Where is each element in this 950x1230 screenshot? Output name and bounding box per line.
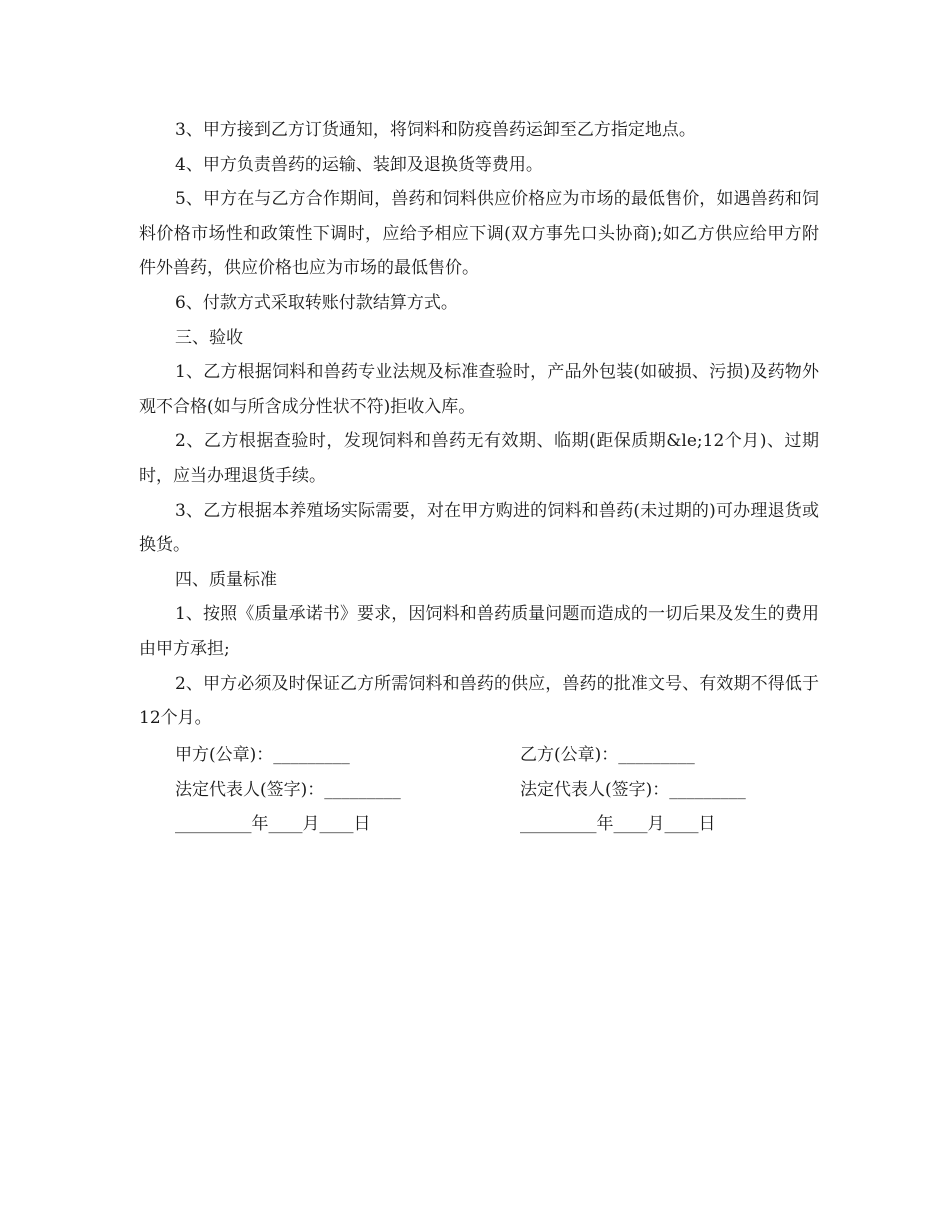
party-b-seal-field: 乙方(公章)：_________ — [520, 745, 695, 765]
clause-a4: 4、甲方负责兽药的运输、装卸及退换货等费用。 — [175, 154, 543, 175]
party-a-date-field: _________年____月____日 — [175, 814, 371, 835]
clause-acceptance-2: 2、乙方根据查验时，发现饲料和兽药无有效期、临期(距保质期&le;12个月)、过期时，应当办理退货手续。 — [139, 431, 819, 486]
signature-row-date — [175, 807, 875, 842]
party-a-seal-field: 甲方(公章)：_________ — [175, 745, 350, 765]
signature-block — [175, 738, 875, 842]
clause-quality-1: 1、按照《质量承诺书》要求，因饲料和兽药质量问题而造成的一切后果及发生的费用由甲方承担; — [139, 604, 819, 659]
clause-acceptance-3: 3、乙方根据本养殖场实际需要，对在甲方购进的饲料和兽药(未过期的)可办理退货或换货。 — [139, 500, 819, 556]
clause-a3: 3、甲方接到乙方订货通知，将饲料和防疫兽药运卸至乙方指定地点。 — [175, 120, 696, 140]
document-body — [139, 113, 819, 736]
section-heading-quality: 四、质量标准 — [175, 569, 277, 590]
signature-row-seal — [175, 738, 875, 773]
clause-a6: 6、付款方式采取转账付款结算方式。 — [175, 292, 458, 313]
clause-acceptance-1: 1、乙方根据饲料和兽药专业法规及标准查验时，产品外包装(如破损、污损)及药物外观不合格(如与所含成分性状不符)拒收入库。 — [139, 362, 819, 417]
clause-a5: 5、甲方在与乙方合作期间，兽药和饲料供应价格应为市场的最低售价，如遇兽药和饲料价格市场性和政策性下调时，应给予相应下调(双方事先口头协商);如乙方供应给甲方附件外兽药，供应价格也应为市场的最低售价。 — [139, 189, 819, 279]
party-b-date-field: _________年____月____日 — [520, 814, 716, 835]
party-a-representative-field: 法定代表人(签字)：_________ — [175, 779, 401, 800]
section-heading-acceptance: 三、验收 — [175, 327, 243, 348]
signature-row-representative — [175, 773, 875, 808]
clause-quality-2: 2、甲方必须及时保证乙方所需饲料和兽药的供应，兽药的批准文号、有效期不得低于12个月。 — [139, 673, 819, 729]
party-b-representative-field: 法定代表人(签字)：_________ — [520, 779, 746, 800]
